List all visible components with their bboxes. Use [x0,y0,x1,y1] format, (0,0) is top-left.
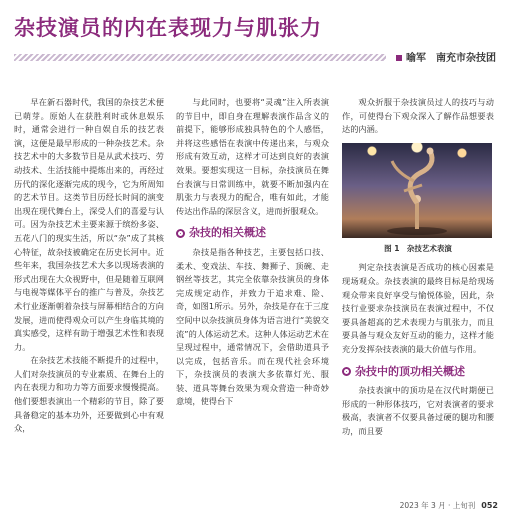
author-name: 喻军 [396,49,426,64]
page-number: 052 [481,501,498,510]
paragraph: 杂技表演中的顶功是在汉代时期便已形成的一种形体技巧，它对表演者的要求极高，表演者不仅要具备过硬的腿功和腰功，而且要 [342,385,494,436]
article-title: 杂技演员的内在表现力与肌张力 [14,16,322,40]
byline [386,49,498,64]
section-heading: 杂技中的顶功相关概述 [342,365,494,379]
column-3 [342,96,494,439]
paragraph: 在杂技艺术技能不断提升的过程中，人们对杂技演员的专业素质、在舞台上的内在表现力和功力等方面要求慢慢提高。他们要想表演出一个精彩的节目，除了要具备稳定的基本功外，还要做到心中有观众， [14,355,164,434]
paragraph: 早在新石器时代，我国的杂技艺术便已萌芽。原始人在获胜利时或休息娱乐时，通常会进行一种自娱自乐的技艺表演，这便是最早形成的一种杂技艺术。杂技艺术中的大多数节目是从武术技巧、劳动技术、生活技能中提炼出来的，再经过历代的深化逐渐完成的现今，它为所周知的艺术节目。这类节目历经长时间的演变出现在现代舞台上，深受人们的喜爱与认可。因为杂技艺术主要来源于缤纷多姿、五花八门的现实生活，所以“杂”成了其核心特征，故杂技被确定在历史长河中。近些年来，我国杂技艺术大多以现场表演的形式出现在大众视野中，但是随着互联网与电视等媒体平台的推广与普及，杂技艺术行业逐渐朝着杂技与屏幕相结合的方向发展，进而使得观众可以产生身临其境的真实感受，这样有助于增强艺术性和表现力。 [14,97,164,352]
page-footer [400,500,498,511]
column-2 [176,96,329,409]
circle-bullet-icon [342,367,351,376]
author-affiliation: 南充市杂技团 [436,53,496,64]
figure-caption: 图 1 杂技艺术表演 [384,243,452,253]
paragraph: 杂技是指各种技艺，主要包括口技、柔术、变戏法、车技、舞狮子、顶碗、走钢丝等技艺，其完全依靠杂技演员的身体完成规定动作，并致力于追求难、险、奇，如图1所示。另外，杂技是存在于三度空间中以杂技演员身体为语言进行“美貌交流”的人体运动艺术。这种人体运动艺术在呈现过程中，通常情况下，会借助道具予以完成，包括音乐。而在现代社会环境下，杂技演员的表演大多依靠灯光、服装、道具等舞台效果为观众营造一种奇妙意境，使得台下 [176,246,329,407]
paragraph: 与此同时，也要将“灵魂”注入所表演的节目中，即自身在理解表演作品含义的前提下，能够形成独具特色的个人感悟，并将这些感悟在表演中传递出来，与观众形成有效互动，这样才可达到良好的表演效果。要想实现这一目标，杂技演员在舞台表演与日常训练中，就要不断加强内在肌张力与表现力的配合，唯有如此，才能传达出作品的深层含义，进而折服观众。 [176,97,329,216]
paragraph: 观众折服于杂技演员过人的技巧与动作，可使得台下观众深入了解作品想要表达的内涵。 [342,97,494,135]
section-heading: 杂技的相关概述 [176,226,329,240]
square-bullet-icon [396,55,402,61]
column-1 [14,96,164,436]
circle-bullet-icon [176,229,185,238]
acrobat-figure-icon [342,143,492,238]
paragraph: 判定杂技表演是否成功的核心因素是现场观众。杂技表演的最终目标是给现场观众带来良好享受与愉悦体验，因此，杂技行业要求杂技演员在表演过程中，不仅要具备超高的艺术表现力与肌张力，而且要具备与观众友好互动的能力，这样才能充分发挥杂技表演的最大价值与作用。 [342,262,494,354]
acrobat-photo [342,143,492,238]
issue-date: 2023 年 3 月 · 上旬刊 [399,501,476,510]
